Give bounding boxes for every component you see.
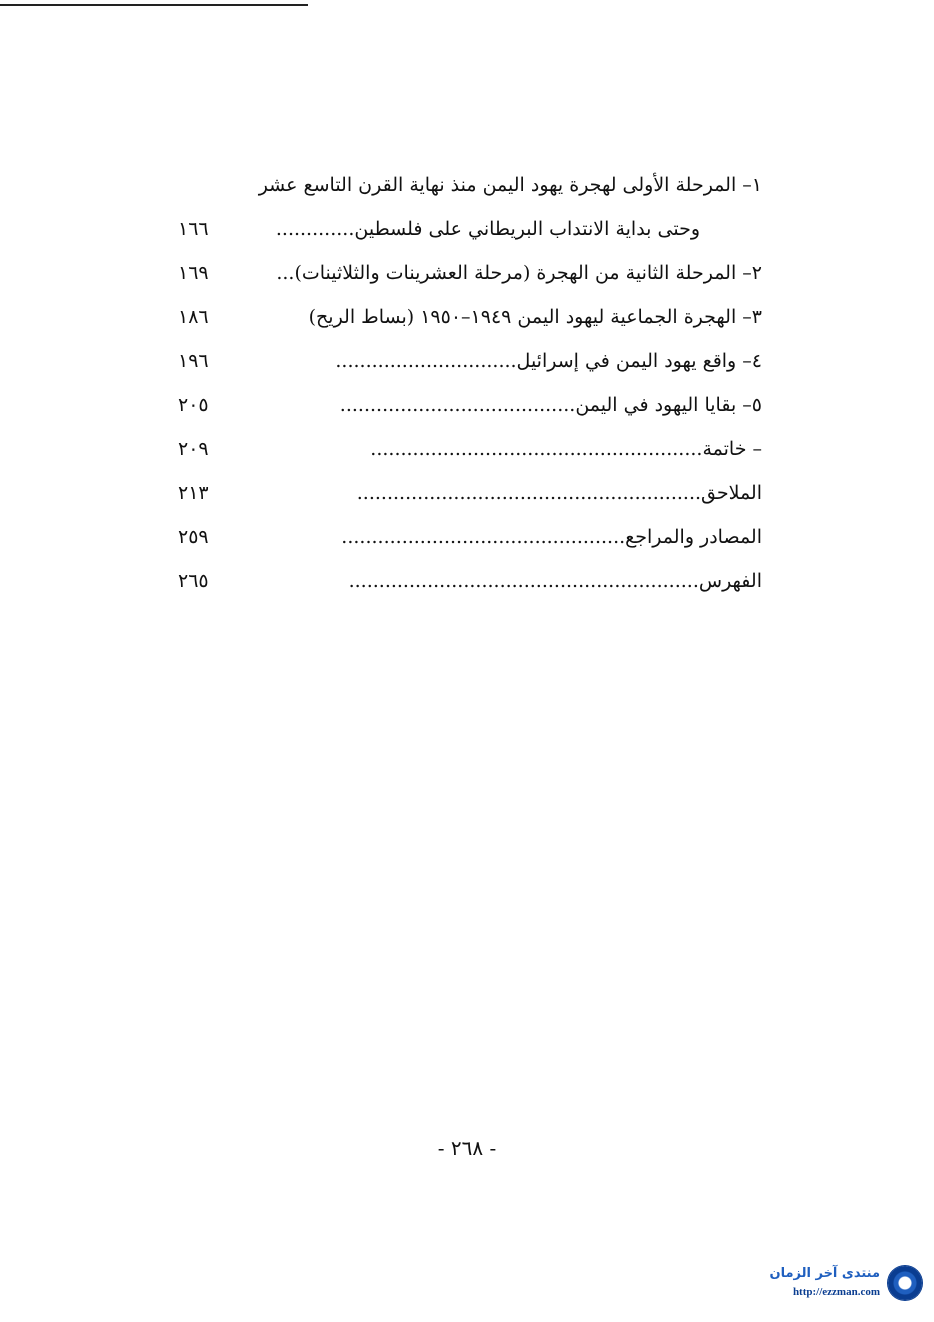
table-of-contents bbox=[170, 166, 770, 606]
toc-entry-page: ٢٠٩ bbox=[178, 438, 209, 460]
toc-entry bbox=[170, 298, 770, 342]
toc-entry-title: ٤– واقع يهود اليمن في إسرائيل.............................. bbox=[335, 350, 762, 372]
toc-entry-page: ٢٦٥ bbox=[178, 570, 209, 592]
toc-entry-title: الملاحق......................................................... bbox=[356, 482, 762, 504]
watermark-url[interactable]: http://ezzman.com bbox=[792, 1286, 880, 1298]
toc-entry-page: ١٦٦ bbox=[178, 218, 209, 240]
toc-entry-page: ٢٠٥ bbox=[178, 394, 209, 416]
toc-entry bbox=[170, 166, 770, 210]
toc-entry bbox=[170, 342, 770, 386]
toc-entry-title: وحتى بداية الانتداب البريطاني على فلسطين............. bbox=[275, 218, 700, 240]
toc-entry bbox=[170, 518, 770, 562]
toc-entry-page: ٢١٣ bbox=[178, 482, 209, 504]
top-rule bbox=[0, 0, 308, 6]
toc-entry-title: الفهرس.......................................................... bbox=[348, 570, 762, 592]
toc-entry-page: ٢٥٩ bbox=[178, 526, 209, 548]
toc-entry-title: – خاتمة....................................................... bbox=[370, 438, 762, 460]
toc-entry-title: ٢– المرحلة الثانية من الهجرة (مرحلة العشرينات والثلاثينات)... bbox=[276, 262, 762, 284]
toc-entry-page: ١٦٩ bbox=[178, 262, 209, 284]
toc-entry-page: ١٩٦ bbox=[178, 350, 209, 372]
toc-entry-page: ١٨٦ bbox=[178, 306, 209, 328]
toc-entry bbox=[170, 254, 770, 298]
toc-entry-title: المصادر والمراجع............................................... bbox=[341, 526, 762, 548]
toc-entry bbox=[170, 430, 770, 474]
watermark[interactable] bbox=[726, 1260, 926, 1312]
toc-entry bbox=[170, 562, 770, 606]
toc-entry-title: ٥– بقايا اليهود في اليمن....................................... bbox=[339, 394, 762, 416]
toc-entry bbox=[170, 386, 770, 430]
toc-entry-title: ٣– الهجرة الجماعية ليهود اليمن ١٩٤٩–١٩٥٠ (بساط الريح) bbox=[308, 306, 762, 328]
forum-logo-icon bbox=[888, 1266, 922, 1300]
page-number: - ٢٦٨ - bbox=[437, 1136, 497, 1160]
toc-entry-title: ١– المرحلة الأولى لهجرة يهود اليمن منذ نهاية القرن التاسع عشر bbox=[258, 174, 762, 196]
toc-entry bbox=[170, 474, 770, 518]
toc-entry bbox=[170, 210, 770, 254]
watermark-name: منتدى آخر الزمان bbox=[769, 1266, 880, 1281]
